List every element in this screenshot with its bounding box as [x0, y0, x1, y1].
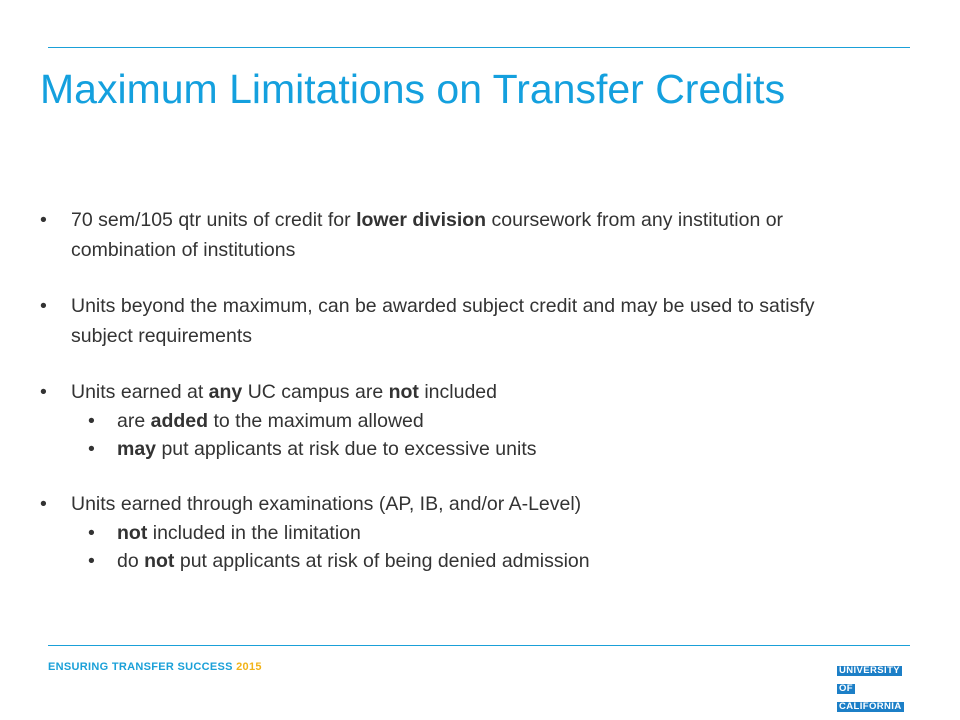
- bullet-item-2: • Units beyond the maximum, can be awarded subject credit and may be used to satisfy subject requirements: [40, 291, 880, 351]
- footer-label: ENSURING TRANSFER SUCCESS: [48, 661, 233, 673]
- logo-line-1: UNIVERSITY: [839, 665, 901, 676]
- bullet-dot: •: [40, 493, 47, 515]
- bullet-item-1: • 70 sem/105 qtr units of credit for lower division coursework from any institution or combination of institutions: [40, 205, 880, 265]
- bullet-dot: •: [40, 295, 47, 317]
- bullet-dot: •: [88, 438, 95, 460]
- sub-bullet-item: • may put applicants at risk due to excessive units: [40, 435, 880, 463]
- bottom-divider: [48, 645, 910, 646]
- university-logo: [837, 660, 911, 714]
- logo-line-2: OF: [839, 683, 853, 694]
- bullet-item-4: • Units earned through examinations (AP, IB, and/or A-Level) • not included in the limitation • do not put applicants at risk of being denied admission: [40, 489, 880, 575]
- bullet-dot: •: [40, 209, 47, 231]
- sub-bullet-item: • are added to the maximum allowed: [40, 407, 880, 435]
- footer-text: [48, 661, 262, 673]
- sub-bullet-item: • do not put applicants at risk of being denied admission: [40, 547, 880, 575]
- footer-year: 2015: [236, 661, 262, 673]
- bullet-item-3: • Units earned at any UC campus are not included • are added to the maximum allowed • may put applicants at risk due to excessive units: [40, 377, 880, 463]
- bullet-dot: •: [88, 550, 95, 572]
- bullet-list: [40, 205, 880, 601]
- logo-line-3: CALIFORNIA: [839, 701, 902, 712]
- bullet-dot: •: [40, 381, 47, 403]
- slide-title: Maximum Limitations on Transfer Credits: [40, 66, 786, 112]
- bullet-dot: •: [88, 522, 95, 544]
- sub-bullet-item: • not included in the limitation: [40, 519, 880, 547]
- bullet-dot: •: [88, 410, 95, 432]
- top-divider: [48, 47, 910, 48]
